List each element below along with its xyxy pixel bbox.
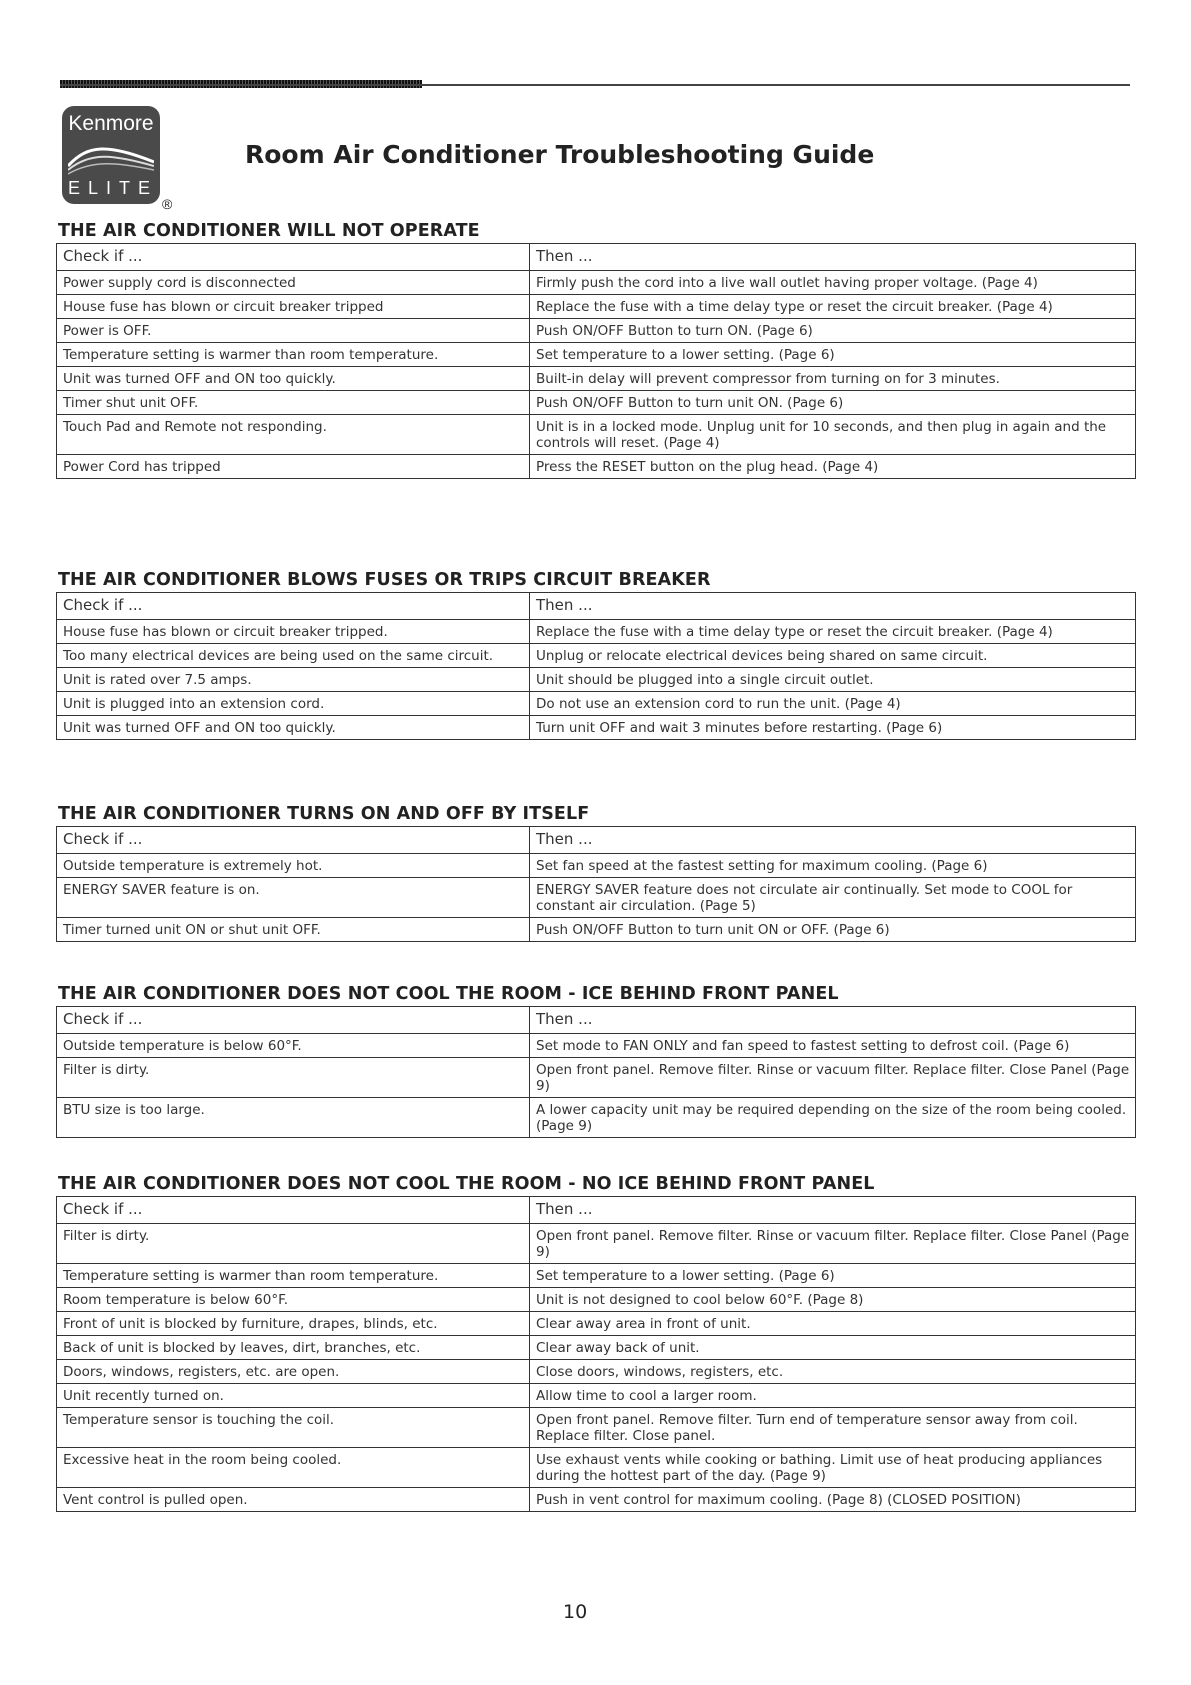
column-header-then: Then ...: [530, 1007, 1136, 1034]
column-header-then: Then ...: [530, 827, 1136, 854]
check-cell: Room temperature is below 60°F.: [57, 1288, 530, 1312]
table-row: [57, 1448, 1136, 1488]
section-heading: THE AIR CONDITIONER WILL NOT OPERATE: [58, 221, 480, 241]
then-cell: Replace the fuse with a time delay type or reset the circuit breaker. (Page 4): [530, 295, 1136, 319]
check-cell: Temperature setting is warmer than room temperature.: [57, 343, 530, 367]
table-row: [57, 620, 1136, 644]
troubleshooting-table: [56, 592, 1136, 740]
table-row: [57, 295, 1136, 319]
section-will-not-operate: [56, 221, 1136, 479]
troubleshooting-table: [56, 1006, 1136, 1138]
table-row: [57, 1264, 1136, 1288]
table-row: [57, 271, 1136, 295]
check-cell: Touch Pad and Remote not responding.: [57, 415, 530, 455]
logo-brand: Kenmore: [68, 112, 154, 135]
table-row: [57, 367, 1136, 391]
check-cell: Power supply cord is disconnected: [57, 271, 530, 295]
section-heading: THE AIR CONDITIONER TURNS ON AND OFF BY ITSELF: [58, 804, 590, 824]
check-cell: ENERGY SAVER feature is on.: [57, 878, 530, 918]
then-cell: Open front panel. Remove filter. Turn end of temperature sensor away from coil. Replace filter. Close panel.: [530, 1408, 1136, 1448]
table-row: [57, 1034, 1136, 1058]
then-cell: Set mode to FAN ONLY and fan speed to fastest setting to defrost coil. (Page 6): [530, 1034, 1136, 1058]
check-cell: Outside temperature is extremely hot.: [57, 854, 530, 878]
then-cell: Clear away area in front of unit.: [530, 1312, 1136, 1336]
table-row: [57, 1224, 1136, 1264]
column-header-check: Check if ...: [57, 827, 530, 854]
table-header-row: [57, 827, 1136, 854]
then-cell: Allow time to cool a larger room.: [530, 1384, 1136, 1408]
check-cell: House fuse has blown or circuit breaker tripped: [57, 295, 530, 319]
table-row: [57, 415, 1136, 455]
then-cell: Set temperature to a lower setting. (Page 6): [530, 1264, 1136, 1288]
page-number: 10: [563, 1601, 588, 1623]
check-cell: Front of unit is blocked by furniture, drapes, blinds, etc.: [57, 1312, 530, 1336]
swoosh-icon: [68, 140, 154, 176]
troubleshooting-table: [56, 826, 1136, 942]
then-cell: Unit is not designed to cool below 60°F. (Page 8): [530, 1288, 1136, 1312]
check-cell: BTU size is too large.: [57, 1098, 530, 1138]
table-row: [57, 716, 1136, 740]
check-cell: Vent control is pulled open.: [57, 1488, 530, 1512]
check-cell: Outside temperature is below 60°F.: [57, 1034, 530, 1058]
table-row: [57, 1384, 1136, 1408]
column-header-check: Check if ...: [57, 1007, 530, 1034]
table-row: [57, 668, 1136, 692]
column-header-then: Then ...: [530, 1197, 1136, 1224]
column-header-check: Check if ...: [57, 593, 530, 620]
table-row: [57, 1058, 1136, 1098]
section-ice-behind-panel: [56, 984, 1136, 1138]
table-row: [57, 1098, 1136, 1138]
check-cell: Unit is rated over 7.5 amps.: [57, 668, 530, 692]
table-row: [57, 1336, 1136, 1360]
logo-badge: [62, 106, 160, 204]
check-cell: House fuse has blown or circuit breaker tripped.: [57, 620, 530, 644]
then-cell: Press the RESET button on the plug head. (Page 4): [530, 455, 1136, 479]
section-turns-on-off: [56, 804, 1136, 942]
column-header-check: Check if ...: [57, 244, 530, 271]
then-cell: ENERGY SAVER feature does not circulate air continually. Set mode to COOL for constant air circulation. (Page 5): [530, 878, 1136, 918]
check-cell: Unit was turned OFF and ON too quickly.: [57, 716, 530, 740]
check-cell: Power is OFF.: [57, 319, 530, 343]
check-cell: Temperature setting is warmer than room temperature.: [57, 1264, 530, 1288]
then-cell: Close doors, windows, registers, etc.: [530, 1360, 1136, 1384]
check-cell: Timer turned unit ON or shut unit OFF.: [57, 918, 530, 942]
registered-mark: ®: [162, 196, 173, 212]
section-no-ice-behind-panel: [56, 1174, 1136, 1512]
table-row: [57, 1408, 1136, 1448]
table-row: [57, 343, 1136, 367]
then-cell: Built-in delay will prevent compressor from turning on for 3 minutes.: [530, 367, 1136, 391]
page-title: Room Air Conditioner Troubleshooting Guide: [245, 140, 875, 169]
table-row: [57, 1288, 1136, 1312]
then-cell: Replace the fuse with a time delay type or reset the circuit breaker. (Page 4): [530, 620, 1136, 644]
check-cell: Unit is plugged into an extension cord.: [57, 692, 530, 716]
section-blows-fuses: [56, 570, 1136, 740]
column-header-check: Check if ...: [57, 1197, 530, 1224]
check-cell: Power Cord has tripped: [57, 455, 530, 479]
check-cell: Timer shut unit OFF.: [57, 391, 530, 415]
check-cell: Too many electrical devices are being used on the same circuit.: [57, 644, 530, 668]
check-cell: Back of unit is blocked by leaves, dirt, branches, etc.: [57, 1336, 530, 1360]
check-cell: Filter is dirty.: [57, 1224, 530, 1264]
table-row: [57, 391, 1136, 415]
then-cell: Push ON/OFF Button to turn ON. (Page 6): [530, 319, 1136, 343]
table-row: [57, 692, 1136, 716]
troubleshooting-table: [56, 243, 1136, 479]
then-cell: A lower capacity unit may be required depending on the size of the room being cooled. (Page 9): [530, 1098, 1136, 1138]
table-row: [57, 1360, 1136, 1384]
table-row: [57, 1488, 1136, 1512]
then-cell: Push in vent control for maximum cooling. (Page 8) (CLOSED POSITION): [530, 1488, 1136, 1512]
then-cell: Push ON/OFF Button to turn unit ON or OFF. (Page 6): [530, 918, 1136, 942]
column-header-then: Then ...: [530, 244, 1136, 271]
then-cell: Do not use an extension cord to run the unit. (Page 4): [530, 692, 1136, 716]
table-row: [57, 319, 1136, 343]
then-cell: Push ON/OFF Button to turn unit ON. (Page 6): [530, 391, 1136, 415]
check-cell: Unit was turned OFF and ON too quickly.: [57, 367, 530, 391]
troubleshooting-table: [56, 1196, 1136, 1512]
then-cell: Turn unit OFF and wait 3 minutes before restarting. (Page 6): [530, 716, 1136, 740]
section-heading: THE AIR CONDITIONER DOES NOT COOL THE ROOM - ICE BEHIND FRONT PANEL: [58, 984, 839, 1004]
then-cell: Use exhaust vents while cooking or bathing. Limit use of heat producing appliances during the hottest part of the day. (Page 9): [530, 1448, 1136, 1488]
then-cell: Firmly push the cord into a live wall outlet having proper voltage. (Page 4): [530, 271, 1136, 295]
then-cell: Unit should be plugged into a single circuit outlet.: [530, 668, 1136, 692]
then-cell: Set fan speed at the fastest setting for maximum cooling. (Page 6): [530, 854, 1136, 878]
table-header-row: [57, 1197, 1136, 1224]
table-row: [57, 878, 1136, 918]
check-cell: Unit recently turned on.: [57, 1384, 530, 1408]
then-cell: Clear away back of unit.: [530, 1336, 1136, 1360]
table-row: [57, 455, 1136, 479]
logo-elite: ELITE: [68, 178, 159, 198]
then-cell: Open front panel. Remove filter. Rinse or vacuum filter. Replace filter. Close Panel (Page 9): [530, 1058, 1136, 1098]
kenmore-elite-logo: [62, 106, 173, 214]
table-header-row: [57, 593, 1136, 620]
table-header-row: [57, 244, 1136, 271]
check-cell: Excessive heat in the room being cooled.: [57, 1448, 530, 1488]
check-cell: Doors, windows, registers, etc. are open.: [57, 1360, 530, 1384]
column-header-then: Then ...: [530, 593, 1136, 620]
header-rule: [60, 84, 1130, 86]
section-heading: THE AIR CONDITIONER DOES NOT COOL THE ROOM - NO ICE BEHIND FRONT PANEL: [58, 1174, 875, 1194]
then-cell: Unplug or relocate electrical devices being shared on same circuit.: [530, 644, 1136, 668]
check-cell: Filter is dirty.: [57, 1058, 530, 1098]
section-heading: THE AIR CONDITIONER BLOWS FUSES OR TRIPS CIRCUIT BREAKER: [58, 570, 711, 590]
table-row: [57, 1312, 1136, 1336]
then-cell: Open front panel. Remove filter. Rinse or vacuum filter. Replace filter. Close Panel (Page 9): [530, 1224, 1136, 1264]
table-row: [57, 918, 1136, 942]
check-cell: Temperature sensor is touching the coil.: [57, 1408, 530, 1448]
then-cell: Unit is in a locked mode. Unplug unit for 10 seconds, and then plug in again and the controls will reset. (Page 4): [530, 415, 1136, 455]
table-row: [57, 644, 1136, 668]
table-header-row: [57, 1007, 1136, 1034]
then-cell: Set temperature to a lower setting. (Page 6): [530, 343, 1136, 367]
table-row: [57, 854, 1136, 878]
